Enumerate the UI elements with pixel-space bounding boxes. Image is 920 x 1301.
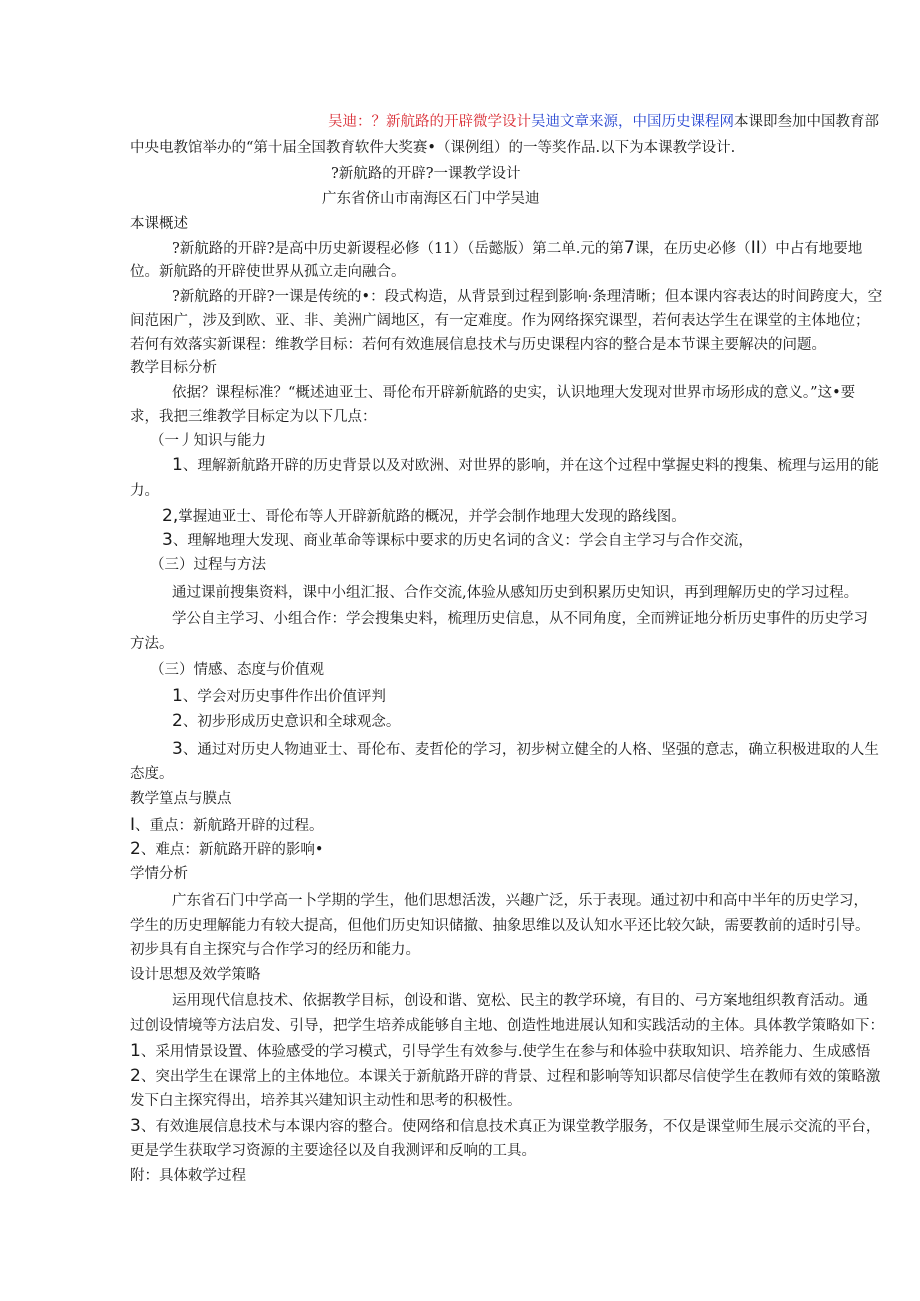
section-heading-goals: 教学目标分析 (130, 360, 217, 376)
knowledge-item-2: 2,掌握迪亚士、哥伦布等人开辟新航路的概况，并学会制作地理大发现的路线图。 (162, 506, 686, 526)
process-para-2-line-2: 方法。 (130, 636, 174, 652)
design-item-3-line-2: 更是学生获取学习资源的主要途径以及自我测评和反响的工具。 (130, 1143, 536, 1159)
goals-para-line-1: 依据？课程标准？“概述迪亚士、哥伦布开辟新航路的史实，认识地理大发现对世界市场形成的意义。”这•要 (172, 385, 856, 401)
knowledge-item-3: 3、理解地理大发现、商业革命等课标中要求的历史名词的含义：学会自主学习与合作交流， (162, 530, 753, 550)
section-heading-design: 设计思想及效学策略 (130, 967, 261, 983)
subheading-values: （三）情感、态度与价值观 (150, 662, 324, 678)
design-para-line-1: 运用现代信息技术、依据教学目标，创设和谐、宽松、民主的教学环境，有目的、弓方案地组织教育活动。通 (172, 993, 868, 1009)
overview-para-2-line-1: ?新航路的开辟?一课是传统的•：段式构造，从背景到过程到影响·条理清晰；但本课内容表达的时间跨度大，空 (172, 289, 883, 305)
goals-para-line-2: 求，我把三维教学目标定为以下几点： (130, 409, 377, 425)
design-item-3-line-1: 3、有效進展信息技术与本课内容的整合。使网络和信息技术真正为课堂教学服务，不仅是课堂师生展示交流的平台， (130, 1116, 881, 1136)
values-item-3-line-2: 态度。 (130, 766, 174, 782)
subheading-process: （三）过程与方法 (150, 557, 266, 573)
students-para-line-3: 初步具有自主探究与合作学习的经历和能力。 (130, 942, 420, 958)
header-line-1 (328, 112, 879, 132)
knowledge-item-1-line-1: 1、理解新航路开辟的历史背景以及对欧洲、对世界的影响，并在这个过程中掌握史料的搜集、梳理与运用的能 (172, 455, 879, 475)
process-para-1: 通过课前搜集资料，课中小组汇报、合作交流,体验从感知历史到积累历史知识，再到理解历史的学习过程。 (172, 585, 859, 601)
overview-para-2-line-3: 若何有效落实新课程：维教学目标：若何有效進展信息技术与历史课程内容的整合是本节课主要解决的问题。 (130, 337, 826, 353)
design-item-2-line-2: 发下白主探究得出，培养其兴建知识主动性和思考的积极性。 (130, 1093, 522, 1109)
knowledge-item-1-line-2: 力。 (130, 483, 159, 499)
keypoint-item-2: 2、难点：新航路开辟的影响• (130, 839, 324, 859)
header-title-red: 吴迪：？新航路的开辟微学设计 (328, 114, 531, 130)
values-item-1: 1、学会对历史事件作出价值评判 (172, 686, 386, 706)
students-para-line-1: 广东省石门中学高一卜学期的学生，他们思想活泼，兴趣广泛，乐于表现。通过初中和高中半年的历史学习， (172, 893, 868, 909)
process-para-2-line-1: 学公自主学习、小组合作：学会搜集史料，梳理历史信息，从不同角度，全而辨证地分析历史事件的历史学习 (172, 611, 868, 627)
keypoint-item-1: I、重点：新航路开辟的过程。 (130, 815, 324, 835)
header-intro-text: 本课即叁加中国教育部 (734, 114, 879, 130)
header-line-2: 中央电教馆举办的“第十届全国教育软件大奖赛•（课例组）的一等奖作品.以下为本课教学设计. (130, 140, 736, 156)
values-item-3-line-1: 3、通过对历史人物迪亚士、哥伦布、麦哲伦的学习，初步树立健全的人格、坚强的意志，确立积极进取的人生 (172, 739, 879, 759)
design-item-2-line-1: 2、突出学生在课常上的主体地位。本课关于新航路开辟的背景、过程和影响等知识都尽信使学生在教师有效的策略激 (130, 1066, 881, 1086)
section-heading-overview: 本课概述 (130, 216, 188, 232)
section-heading-keypoints: 教学篁点与膜点 (130, 791, 232, 807)
design-item-1: 1、采用情景设置、体验感受的学习模式，引导学生有效参与.使学生在参与和体验中获取知识、培养能力、生成感悟 (130, 1041, 871, 1061)
document-title: ?新航路的开辟?一课教学设计 (331, 166, 521, 182)
design-para-line-2: 过创设情境等方法启发、引导，把学生培养成能够自主地、创造性地进展认知和实践活动的主体。具体教学策略如下： (130, 1018, 884, 1034)
overview-para-1-line-2: 位。新航路的开辟使世界从孤立走向融合。 (130, 264, 406, 280)
appendix-label: 附：具体敕学过程 (130, 1168, 246, 1184)
values-item-2: 2、初步形成历史意识和全球观念。 (172, 711, 401, 731)
students-para-line-2: 学生的历史理解能力有较大提高，但他们历史知识储撤、抽象思维以及认知水平还比较欠缺，需要教前的适时引导。 (130, 918, 870, 934)
subheading-knowledge: （一丿知识与能力 (150, 433, 266, 449)
section-heading-students: 学情分析 (130, 866, 188, 882)
document-author: 广东省侪山市南海区石门中学吴迪 (322, 191, 540, 207)
overview-para-2-line-2: 间范困广，涉及到欧、亚、非、美洲广阔地区，有一定难度。作为网络探究课型，若何表达学生在课堂的主体地位； (130, 313, 870, 329)
header-source-link[interactable]: 吴迪文章来源，中国历史课程网 (531, 114, 734, 130)
overview-para-1-line-1: ?新航路的开辟?是高中历史新谡程必修（11）（岳懿版）第二单.元的第7课，在历史必修（II）中占有地要地 (172, 238, 863, 258)
